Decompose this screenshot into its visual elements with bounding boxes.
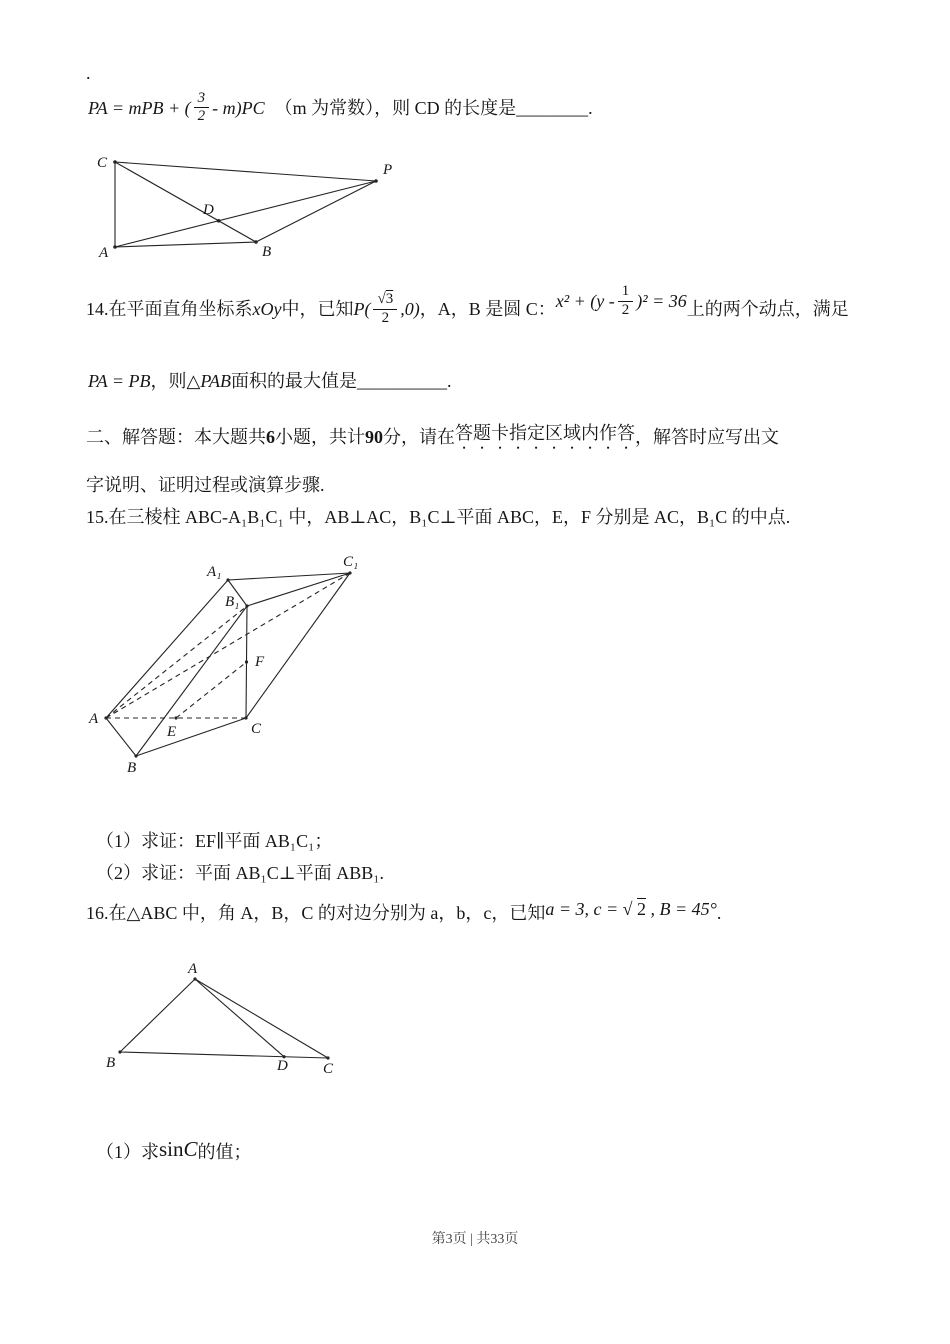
q16-given-formula [545, 898, 717, 921]
q15-text: 15.在三棱柱 ABC-A₁B₁C₁ 中，AB⊥AC，B₁C⊥平面 ABC，E，F 分别是 AC，B₁C 的中点. [86, 507, 791, 527]
fig2-label-A1: A₁ [207, 564, 222, 580]
vertex-B-dot [254, 240, 258, 244]
fig1-label-A: A [99, 245, 109, 261]
q14-eq-num: 1 [618, 283, 634, 301]
q16-text-1: 16.在△ABC 中，角 A，B，C 的对边分别为 a，b，c，已知 [86, 903, 546, 923]
q15-stem [86, 506, 790, 529]
q14-text-4: 上的两个动点，满足 [686, 298, 849, 319]
q14-eq-pre: x² + (y - [555, 290, 615, 311]
fig3-label-D: D [277, 1058, 288, 1074]
point-F-dot [245, 660, 248, 663]
q14-circle-equation [556, 283, 687, 319]
point-E-dot [174, 716, 177, 719]
q16-figure [100, 962, 350, 1077]
angle-C: C [183, 1136, 198, 1161]
edge-C1C [246, 573, 350, 718]
fig2-label-B1: B₁ [225, 594, 240, 610]
q14-text-6: 面积的最大值是__________. [231, 371, 452, 391]
vertex-A-dot [193, 977, 196, 980]
q16-given-pre: a = 3, c = [545, 899, 623, 919]
sin-operator: sin [159, 1136, 184, 1161]
q16-sqrt-radicand: 2 [637, 899, 647, 919]
vertex-B1-dot [245, 604, 248, 607]
q13-fraction [194, 90, 210, 126]
q15-part1 [96, 830, 332, 853]
sec2-text-3: 分，请在 [383, 427, 455, 448]
sec2-text-4: ，解答时应写出文 [635, 427, 779, 448]
fig2-label-A: A [89, 711, 99, 727]
edge-BP [256, 181, 376, 242]
stray-dot [86, 62, 91, 85]
diagonal-AP [115, 181, 376, 247]
fig1-label-P: P [383, 162, 393, 178]
q14-xoy: xOy [252, 298, 282, 319]
page-footer [0, 1228, 950, 1248]
fig3-label-C: C [323, 1061, 334, 1077]
q16-given-post: , B = 45° [650, 899, 717, 919]
edge-BC [136, 718, 246, 756]
q13-formula-post: - m)PC [212, 97, 265, 118]
q13-formula-pre: PA = mPB + ( [88, 97, 191, 118]
edge-B1B [136, 606, 247, 756]
q14-sqrt3 [373, 291, 397, 309]
q14-text-3: ，A，B 是圆 C： [419, 298, 556, 319]
q16-sinC [159, 1136, 198, 1162]
edge-CP [115, 162, 376, 181]
fig2-label-C1: C₁ [343, 554, 359, 570]
q14-pa-pb: PA = PB [88, 371, 151, 391]
vertex-C-dot [244, 716, 247, 719]
q16-sqrt-sign: √ [622, 899, 633, 919]
sqrt-sign: √ [377, 291, 386, 308]
vertex-C-dot [113, 160, 117, 164]
q14-line2 [88, 370, 452, 393]
q13-figure [93, 150, 403, 268]
edge-A1A [106, 580, 228, 718]
q16-stem [86, 899, 722, 925]
q16-period: . [716, 903, 722, 923]
vertex-B-dot [118, 1050, 121, 1053]
fig1-label-C: C [97, 155, 108, 171]
fig2-label-B: B [127, 760, 137, 776]
vertex-A-dot [113, 245, 117, 249]
sec2-line2: 字说明、证明过程或演算步骤. [86, 475, 325, 495]
q14-text-1: 14.在平面直角坐标系 [86, 298, 253, 319]
section2-header-line2 [86, 474, 325, 497]
q14-point-close: ,0) [400, 298, 420, 319]
edge-BC [120, 1052, 328, 1058]
page-number-text: 第3页 | 共33页 [431, 1232, 519, 1247]
edge-AC [195, 979, 328, 1058]
vertex-C1-dot [348, 571, 351, 574]
edge-AB [120, 979, 195, 1052]
sqrt-radicand: 3 [385, 291, 394, 308]
q14-pab: PAB [200, 371, 231, 391]
fig1-label-B: B [262, 244, 272, 260]
edge-AB [106, 718, 136, 756]
cevian-AD [195, 979, 284, 1057]
fig2-label-C: C [251, 721, 262, 737]
edge-AB [115, 242, 256, 247]
sec2-text-1: 二、解答题：本大题共 [86, 427, 266, 448]
sec2-score: 90 [365, 427, 383, 448]
q15-part1-text: （1）求证：EF∥平面 AB₁C₁； [96, 831, 333, 851]
q16-part1-post: 的值； [197, 1141, 252, 1162]
q14-text-5: ，则△ [150, 371, 201, 391]
q13-question-tail: （m 为常数），则 CD 的长度是________. [274, 97, 593, 118]
q14-eq-fraction [618, 283, 634, 319]
sec2-emphasized: 答题卡指定区域内作答 [455, 423, 635, 443]
vertex-A1-dot [226, 578, 229, 581]
point-D-dot [217, 219, 221, 223]
q13-frac-denominator: 2 [197, 108, 206, 125]
q16-part1-pre: （1）求 [96, 1141, 159, 1162]
fig1-label-D: D [203, 202, 214, 218]
q13-formula-line [88, 90, 593, 126]
stray-dot-glyph: . [86, 63, 91, 83]
q14-point-open: P( [353, 298, 371, 319]
q14-line1 [86, 284, 849, 334]
q15-part2 [96, 862, 384, 885]
q14-text-2: 中，已知 [281, 298, 354, 319]
vertex-C-dot [326, 1056, 329, 1059]
q15-figure [85, 556, 385, 781]
vertex-P-dot [374, 179, 378, 183]
q15-part2-text: （2）求证：平面 AB₁C⊥平面 ABB₁. [96, 863, 384, 883]
section2-header-line1 [86, 422, 779, 453]
q14-eq-den: 2 [621, 301, 630, 318]
sec2-text-2: 小题，共计 [275, 427, 365, 448]
q13-frac-numerator: 3 [194, 90, 210, 108]
vertex-A-dot [104, 716, 107, 719]
q14-sqrt-den: 2 [381, 309, 390, 326]
q14-eq-post: )² = 36 [636, 290, 687, 311]
sec2-count: 6 [266, 427, 275, 448]
q14-sqrt-fraction [373, 291, 397, 327]
fig2-label-F: F [255, 654, 265, 670]
fig3-label-B: B [106, 1055, 116, 1071]
fig2-label-E: E [167, 724, 177, 740]
q16-part1 [96, 1132, 252, 1172]
diagonal-CB [115, 162, 256, 242]
fig3-label-A: A [188, 961, 198, 977]
vertex-B-dot [134, 754, 137, 757]
